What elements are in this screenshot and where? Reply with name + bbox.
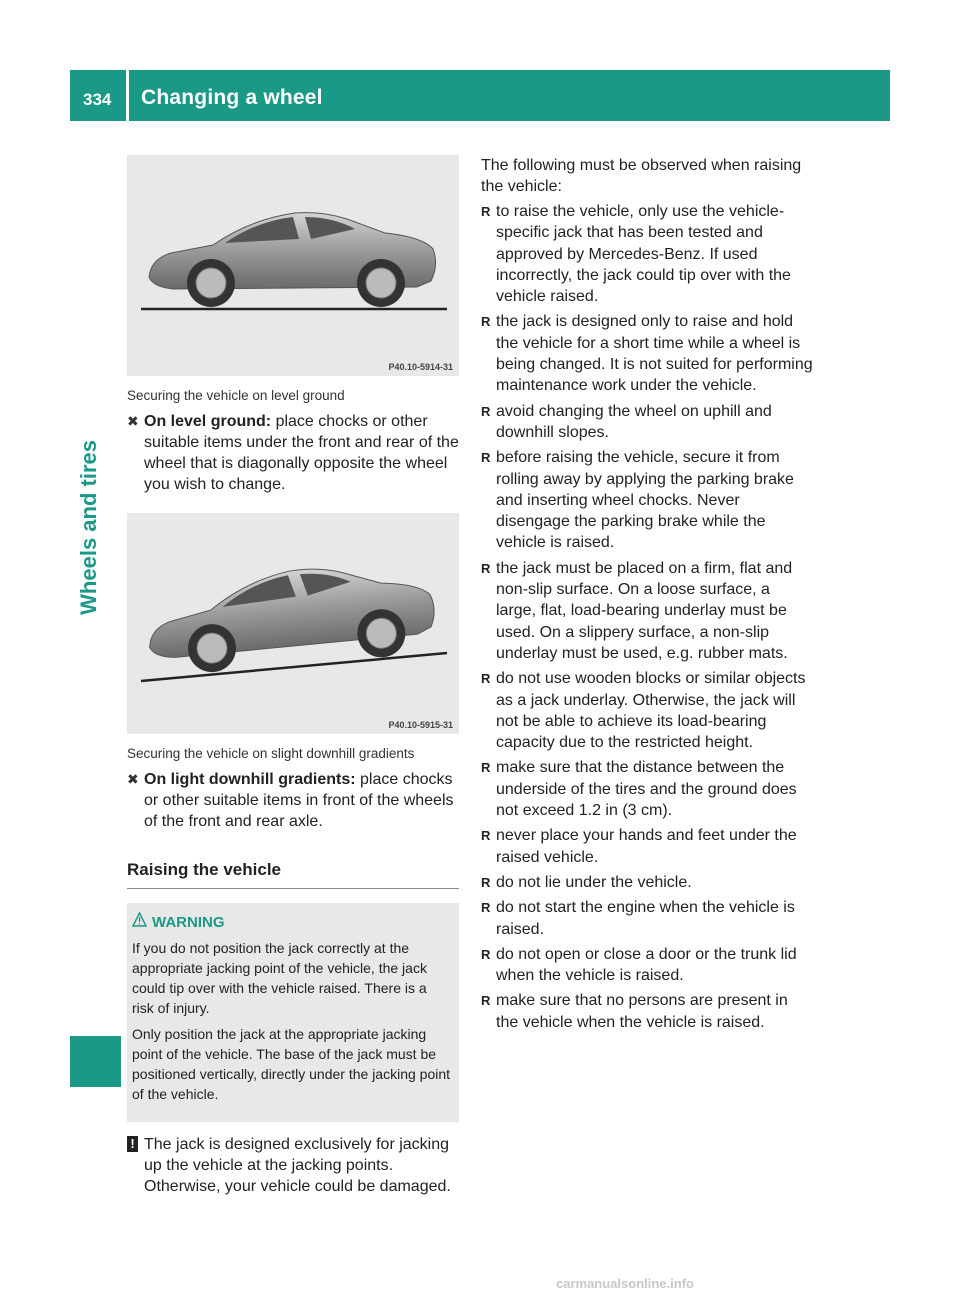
exclamation-icon: ! bbox=[127, 1136, 138, 1152]
warning-box bbox=[127, 903, 459, 1122]
right-column bbox=[481, 155, 813, 1033]
bullet-r-icon: R bbox=[481, 946, 491, 962]
car-downhill-illustration bbox=[127, 513, 459, 734]
instruction-step bbox=[127, 769, 459, 832]
list-item: R make sure that the distance between the underside of the tires and the ground does not exceed 1.2 in (3 cm). bbox=[481, 759, 797, 820]
step-text: place chocks or other suitable items under the front and rear of the wheel that is diagonally opposite the wheel you wish to change. bbox=[144, 413, 459, 493]
bullet-r-icon: R bbox=[481, 314, 491, 330]
page-number: 334 bbox=[83, 90, 112, 109]
step-arrow-icon: ✖ bbox=[127, 413, 139, 429]
figure-downhill bbox=[127, 513, 459, 734]
list-item: R avoid changing the wheel on uphill and downhill slopes. bbox=[481, 402, 772, 441]
bullet-r-icon: R bbox=[481, 560, 491, 576]
side-tab-label: Wheels and tires bbox=[76, 440, 101, 615]
watermark-link[interactable]: carmanualsonline.info bbox=[556, 1276, 694, 1291]
step-arrow-icon: ✖ bbox=[127, 771, 139, 787]
warning-heading bbox=[132, 913, 452, 933]
caution-note bbox=[127, 1134, 459, 1197]
step-bold-label: On light downhill gradients: bbox=[144, 771, 356, 788]
bullet-r-icon: R bbox=[481, 671, 491, 687]
list-item: R make sure that no persons are present in the vehicle when the vehicle is raised. bbox=[481, 992, 788, 1031]
bullet-r-icon: R bbox=[481, 403, 491, 419]
bullet-r-icon: R bbox=[481, 760, 491, 776]
list-item: R do not open or close a door or the trunk lid when the vehicle is raised. bbox=[481, 945, 797, 985]
warning-title: WARNING bbox=[152, 914, 225, 931]
list-item: R do not use wooden blocks or similar objects as a jack underlay. Otherwise, the jack will not be able to achieve its load-bearing capacity due to the restricted height. bbox=[481, 670, 806, 752]
warning-triangle-icon bbox=[132, 912, 147, 933]
header-divider bbox=[126, 70, 129, 121]
left-column bbox=[127, 155, 459, 1197]
warning-paragraph: Only position the jack at the appropriate jacking point of the vehicle. The base of the jack must be positioned vertically, directly under the jacking point of the vehicle. bbox=[132, 1026, 451, 1102]
bullet-r-icon: R bbox=[481, 828, 491, 844]
list-item: R do not lie under the vehicle. bbox=[481, 872, 813, 893]
bullet-r-icon: R bbox=[481, 900, 491, 916]
note-text: The jack is designed exclusively for jacking up the vehicle at the jacking points. Otherwise, your vehicle could be damaged. bbox=[144, 1136, 451, 1195]
list-item: R before raising the vehicle, secure it from rolling away by applying the parking brake and inserting wheel chocks. Never disengage the parking brake while the vehicle is raised. bbox=[481, 449, 794, 552]
bullet-r-icon: R bbox=[481, 204, 491, 219]
instruction-step bbox=[127, 411, 459, 495]
list-item: R the jack is designed only to raise and hold the vehicle for a short time while a wheel is being changed. It is not suited for performing maintenance work under the vehicle. bbox=[481, 313, 813, 395]
bullet-r-icon: R bbox=[481, 993, 491, 1009]
precaution-list bbox=[481, 201, 813, 1033]
figure-level-ground bbox=[127, 155, 459, 376]
figure-caption: Securing the vehicle on level ground bbox=[127, 388, 345, 403]
list-item: R do not start the engine when the vehicle is raised. bbox=[481, 899, 795, 938]
list-item: R the jack must be placed on a firm, flat and non-slip surface. On a loose surface, a large, flat, load-bearing underlay must be used. On a slippery surface, a non-slip underlay must be used, e.g. rubber mats. bbox=[481, 559, 793, 662]
warning-paragraph: If you do not position the jack correctly at the appropriate jacking point of the vehicle, the jack could tip over with the vehicle raised. There is a risk of injury. bbox=[132, 940, 427, 1016]
side-tab-marker bbox=[70, 1036, 121, 1087]
step-text: place chocks or other suitable items in front of the wheels of the front and rear axle. bbox=[144, 771, 454, 830]
page-title: Changing a wheel bbox=[141, 86, 323, 109]
figure-id: P40.10-5914-31 bbox=[388, 362, 453, 372]
bullet-r-icon: R bbox=[481, 874, 491, 890]
bullet-r-icon: R bbox=[481, 450, 491, 466]
list-item: R never place your hands and feet under the raised vehicle. bbox=[481, 827, 797, 866]
step-bold-label: On level ground: bbox=[144, 413, 272, 430]
figure-id: P40.10-5915-31 bbox=[388, 720, 453, 730]
car-level-illustration bbox=[127, 155, 459, 376]
figure-caption: Securing the vehicle on slight downhill gradients bbox=[127, 746, 415, 761]
list-item: R to raise the vehicle, only use the vehicle-specific jack that has been tested and approved by Mercedes-Benz. If used incorrectly, the jack could tip over with the vehicle raised. bbox=[481, 203, 791, 306]
section-title: Raising the vehicle bbox=[127, 860, 459, 889]
intro-text: The following must be observed when raising the vehicle: bbox=[481, 157, 802, 195]
